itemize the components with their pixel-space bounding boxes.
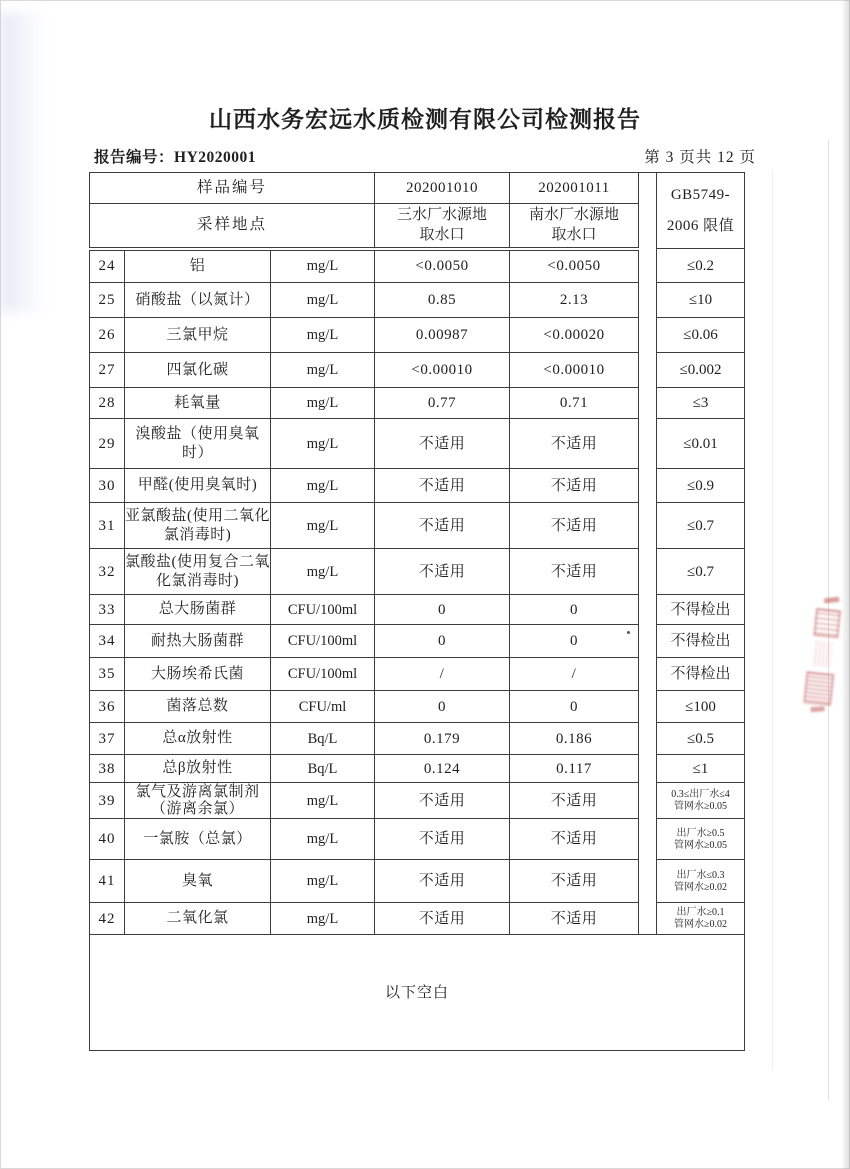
limit-cell: ≤0.01 [657,419,745,469]
row-no-cell: 40 [90,819,125,860]
param-name-cell: 氯酸盐(使用复合二氧化氯消毒时) [125,549,271,595]
row-no-cell: 27 [90,353,125,388]
unit-cell: Bq/L [271,755,375,783]
sample1-value-cell: 0 [375,691,510,723]
sample2-value-cell: 0.117 [510,755,639,783]
sample1-value-cell: <0.0050 [375,249,510,283]
row-no-cell: 31 [90,503,125,549]
sample1-value-cell: 不适用 [375,783,510,819]
sample1-value-cell: 不适用 [375,860,510,903]
separator-column [639,173,657,935]
sample2-value-cell: 不适用 [510,783,639,819]
page-indicator: 第 3 页共 12 页 [644,149,756,166]
sample2-value-cell: 不适用 [510,469,639,503]
unit-cell: mg/L [271,388,375,419]
unit-cell: mg/L [271,318,375,353]
sample1-value-cell: 0.85 [375,283,510,318]
sample1-value-cell: 0.00987 [375,318,510,353]
param-name-cell: 三氯甲烷 [125,318,271,353]
param-name-cell: 耐热大肠菌群 [125,625,271,658]
test-results-table [89,172,745,1051]
report-number-label: 报告编号： [94,149,175,166]
row-no-cell: 42 [90,903,125,935]
limit-cell: 0.3≤出厂水≤4 管网水≥0.05 [657,783,745,819]
row-no-cell: 34 [90,625,125,658]
unit-cell: mg/L [271,249,375,283]
sample1-value-cell: 不适用 [375,419,510,469]
sample2-value-cell: 0 [510,625,639,658]
sample1-location-cell [375,204,510,249]
sample2-value-cell: <0.00010 [510,353,639,388]
sample-no-label-cell: 样品编号 [90,173,375,204]
param-name-cell: 二氧化氯 [125,903,271,935]
unit-cell: mg/L [271,819,375,860]
scan-crease-line [772,170,773,1070]
limit-cell: ≤0.7 [657,549,745,595]
unit-cell: mg/L [271,503,375,549]
sample2-value-cell: 0.71 [510,388,639,419]
sample1-value-cell: 0.77 [375,388,510,419]
sample2-value-cell: 0 [510,691,639,723]
limit-standard-line1: GB5749- [670,187,731,204]
unit-cell: CFU/ml [271,691,375,723]
param-name-cell: 溴酸盐（使用臭氧时） [125,419,271,469]
sample1-location-line2: 取水口 [419,227,465,244]
row-no-cell: 24 [90,249,125,283]
limit-standard-line2: 2006 限值 [666,217,735,234]
row-no-cell: 35 [90,658,125,691]
blank-footer-row [90,935,745,1051]
unit-cell: mg/L [271,549,375,595]
param-name-cell: 氯气及游离氯制剂（游离余氯） [125,783,271,819]
sample2-value-cell: 不适用 [510,860,639,903]
limit-cell: 出厂水≥0.5 管网水≥0.05 [657,819,745,860]
sample1-value-cell: 0.124 [375,755,510,783]
limit-cell: 不得检出 [657,658,745,691]
param-name-cell: 臭氧 [125,860,271,903]
unit-cell: mg/L [271,353,375,388]
limit-cell: ≤0.002 [657,353,745,388]
param-name-cell: 耗氧量 [125,388,271,419]
param-name-cell: 甲醛(使用臭氧时) [125,469,271,503]
unit-cell: mg/L [271,469,375,503]
limit-cell: 出厂水≤0.3 管网水≥0.02 [657,860,745,903]
red-seal-stamp [800,596,847,721]
sample1-value-cell: 不适用 [375,503,510,549]
unit-cell: mg/L [271,783,375,819]
sample1-value-cell: 不适用 [375,903,510,935]
limit-cell: ≤0.5 [657,723,745,755]
row-no-cell: 37 [90,723,125,755]
unit-cell: mg/L [271,283,375,318]
sample2-value-cell: 不适用 [510,903,639,935]
row-no-cell: 39 [90,783,125,819]
sample1-location-line1: 三水厂水源地 [396,207,487,224]
limit-cell: ≤0.7 [657,503,745,549]
limit-cell: ≤100 [657,691,745,723]
sample2-value-cell: 不适用 [510,503,639,549]
limit-cell: ≤1 [657,755,745,783]
unit-cell: CFU/100ml [271,595,375,625]
row-no-cell: 36 [90,691,125,723]
limit-cell: 不得检出 [657,625,745,658]
sample1-value-cell: 不适用 [375,549,510,595]
sample2-location-cell [510,204,639,249]
row-no-cell: 28 [90,388,125,419]
limit-cell: ≤3 [657,388,745,419]
report-number-value: HY2020001 [174,149,257,166]
sample1-value-cell: / [375,658,510,691]
report-title: 山西水务宏远水质检测有限公司检测报告 [209,106,641,132]
param-name-cell: 总β放射性 [125,755,271,783]
limit-standard-header-cell [657,173,745,249]
table-header-row-sample-no [90,173,745,204]
sample2-no-cell: 202001011 [510,173,639,204]
row-no-cell: 33 [90,595,125,625]
sample1-value-cell: <0.00010 [375,353,510,388]
row-no-cell: 38 [90,755,125,783]
row-no-cell: 25 [90,283,125,318]
param-name-cell: 硝酸盐（以氮计） [125,283,271,318]
row-no-cell: 30 [90,469,125,503]
param-name-cell: 一氯胺（总氯） [125,819,271,860]
limit-cell: ≤0.9 [657,469,745,503]
sample1-value-cell: 不适用 [375,469,510,503]
param-name-cell: 总α放射性 [125,723,271,755]
sample2-value-cell: 不适用 [510,819,639,860]
limit-cell: 出厂水≥0.1 管网水≥0.02 [657,903,745,935]
scan-edge-shadow [841,0,850,1169]
sample2-value-cell: <0.00020 [510,318,639,353]
sample1-value-cell: 0 [375,595,510,625]
unit-cell: mg/L [271,860,375,903]
row-no-cell: 29 [90,419,125,469]
param-name-cell: 亚氯酸盐(使用二氧化氯消毒时) [125,503,271,549]
report-meta [94,145,756,167]
param-name-cell: 铝 [125,249,271,283]
blank-note-cell: 以下空白 [90,935,745,1051]
unit-cell: CFU/100ml [271,658,375,691]
sample2-value-cell: <0.0050 [510,249,639,283]
row-no-cell: 32 [90,549,125,595]
unit-cell: mg/L [271,419,375,469]
sample2-value-cell: / [510,658,639,691]
limit-cell: ≤10 [657,283,745,318]
report-number [94,145,256,167]
limit-cell: ≤0.06 [657,318,745,353]
row-no-cell: 26 [90,318,125,353]
sample2-value-cell: 不适用 [510,549,639,595]
sample2-value-cell: 0.186 [510,723,639,755]
sample2-value-cell: 2.13 [510,283,639,318]
sample2-value-cell: 0 [510,595,639,625]
limit-cell: 不得检出 [657,595,745,625]
param-name-cell: 大肠埃希氏菌 [125,658,271,691]
row-no-cell: 41 [90,860,125,903]
sample2-location-line1: 南水厂水源地 [528,207,619,224]
unit-cell: CFU/100ml [271,625,375,658]
sample2-value-cell: 不适用 [510,419,639,469]
sample1-value-cell: 不适用 [375,819,510,860]
sample2-location-line2: 取水口 [551,227,597,244]
sample-location-label-cell: 采样地点 [90,204,375,249]
param-name-cell: 四氯化碳 [125,353,271,388]
sample1-no-cell: 202001010 [375,173,510,204]
param-name-cell: 总大肠菌群 [125,595,271,625]
sample1-value-cell: 0 [375,625,510,658]
scan-smudge-artifact [0,12,46,312]
limit-cell: ≤0.2 [657,249,745,283]
param-name-cell: 菌落总数 [125,691,271,723]
unit-cell: mg/L [271,903,375,935]
sample1-value-cell: 0.179 [375,723,510,755]
unit-cell: Bq/L [271,723,375,755]
